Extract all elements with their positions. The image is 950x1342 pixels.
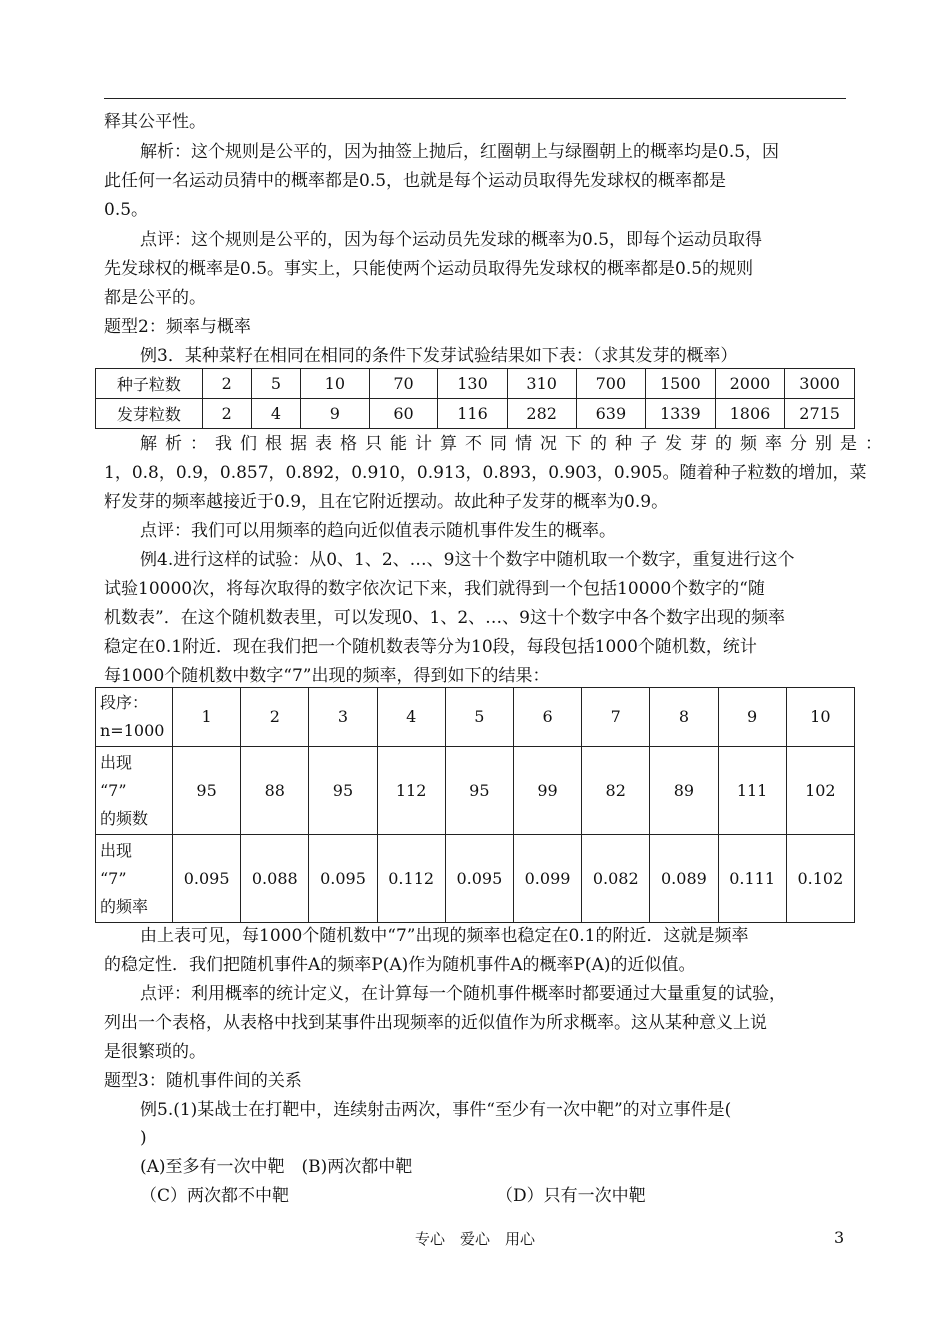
table-row: [96, 747, 855, 835]
table-cell: 0.095: [173, 835, 241, 923]
option-c: （C）两次都不中靶: [140, 1186, 290, 1206]
comment-line: 点评：我们可以用频率的趋向近似值表示随机事件发生的概率。: [140, 521, 616, 541]
table-cell: 2: [202, 399, 251, 429]
table-cell: 639: [576, 399, 645, 429]
table-cell: 4: [377, 688, 445, 747]
table-cell: 种子粒数: [96, 369, 203, 399]
table-cell: 5: [251, 369, 300, 399]
example-4-line: 机数表”．在这个随机数表里，可以发现0、1、2、…、9这十个数字中各个数字出现的频率: [104, 608, 785, 628]
comment-line: 点评：利用概率的统计定义，在计算每一个随机事件概率时都要通过大量重复的试验，: [140, 984, 786, 1004]
table-row: [96, 399, 855, 429]
example-4-line: 每1000个随机数中数字“7”出现的频率，得到如下的结果：: [104, 666, 550, 686]
example-3-prompt: 例3．某种菜籽在相同在相同的条件下发芽试验结果如下表：（求其发芽的概率）: [140, 346, 738, 366]
header-rule: [104, 98, 846, 99]
table-cell: 1: [173, 688, 241, 747]
page-footer: 专心 爱心 用心: [414, 1230, 535, 1248]
comment-line: 先发球权的概率是0.5。事实上，只能使两个运动员取得先发球权的概率都是0.5的规则: [104, 259, 754, 279]
example-4-line: 例4.进行这样的试验：从0、1、2、…、9这十个数字中随机取一个数字，重复进行这个: [140, 550, 795, 570]
table-cell: 0.112: [377, 835, 445, 923]
table-row: [96, 835, 855, 923]
option-a-b: (A)至多有一次中靶 (B)两次都中靶: [140, 1157, 413, 1177]
analysis-line: 由上表可见，每1000个随机数中“7”出现的频率也稳定在0.1的附近．这就是频率: [140, 926, 749, 946]
table-cell: 0.111: [718, 835, 786, 923]
table-cell: 0.102: [786, 835, 854, 923]
comment-line: 是很繁琐的。: [104, 1042, 206, 1062]
table-cell: 88: [241, 747, 309, 835]
paragraph-line: 释其公平性。: [104, 112, 206, 132]
table-cell: 10: [300, 369, 369, 399]
table-row: [96, 688, 855, 747]
table-cell: 1500: [645, 369, 715, 399]
table-cell: 3: [309, 688, 377, 747]
table-cell: 6: [513, 688, 581, 747]
table-cell: 112: [377, 747, 445, 835]
table-cell: 89: [650, 747, 718, 835]
table-cell: 95: [309, 747, 377, 835]
table-cell: 段序： n=1000: [96, 688, 173, 747]
table-cell: 130: [438, 369, 507, 399]
comment-line: 列出一个表格，从表格中找到某事件出现频率的近似值作为所求概率。这从某种意义上说: [104, 1013, 767, 1033]
table-cell: 2: [241, 688, 309, 747]
analysis-line: 的稳定性．我们把随机事件A的频率P(A)作为随机事件A的概率P(A)的近似值。: [104, 955, 696, 975]
comment-line: 都是公平的。: [104, 288, 206, 308]
section-heading: 题型2：频率与概率: [104, 317, 251, 337]
example-5-line: 例5.(1)某战士在打靶中，连续射击两次，事件“至少有一次中靶”的对立事件是(: [140, 1100, 732, 1120]
table-cell: 5: [445, 688, 513, 747]
table-cell: 95: [173, 747, 241, 835]
table-cell: 1806: [715, 399, 785, 429]
table-cell: 70: [369, 369, 438, 399]
table-cell: 282: [507, 399, 576, 429]
table-cell: 3000: [785, 369, 855, 399]
table-cell: 0.088: [241, 835, 309, 923]
table-cell: 0.095: [445, 835, 513, 923]
analysis-line: 1，0.8，0.9，0.857，0.892，0.910，0.913，0.893，0.903，0.905。随着种子粒数的增加，菜: [104, 463, 867, 483]
example-4-line: 试验10000次，将每次取得的数字依次记下来，我们就得到一个包括10000个数字的“随: [104, 579, 765, 599]
table-row: [96, 369, 855, 399]
table-cell: 9: [300, 399, 369, 429]
example-5-line: ): [140, 1128, 147, 1148]
table-cell: 99: [513, 747, 581, 835]
seed-germination-table: [95, 368, 855, 429]
page-number: 3: [834, 1228, 845, 1247]
table-cell: 0.082: [582, 835, 650, 923]
analysis-line: 0.5。: [104, 200, 149, 220]
table-cell: 0.089: [650, 835, 718, 923]
example-4-line: 稳定在0.1附近．现在我们把一个随机数表等分为10段，每段包括1000个随机数，统计: [104, 637, 757, 657]
random-digit-frequency-table: [95, 687, 855, 923]
table-cell: 310: [507, 369, 576, 399]
table-cell: 出现 “7” 的频数: [96, 747, 173, 835]
table-cell: 111: [718, 747, 786, 835]
table-cell: 0.099: [513, 835, 581, 923]
table-cell: 8: [650, 688, 718, 747]
analysis-line: 此任何一名运动员猜中的概率都是0.5，也就是每个运动员取得先发球权的概率都是: [104, 171, 727, 191]
table-cell: 7: [582, 688, 650, 747]
table-cell: 出现 “7” 的频率: [96, 835, 173, 923]
option-d: （D）只有一次中靶: [496, 1186, 646, 1206]
table-cell: 发芽粒数: [96, 399, 203, 429]
table-cell: 60: [369, 399, 438, 429]
analysis-line: 解析：这个规则是公平的，因为抽签上抛后，红圈朝上与绿圈朝上的概率均是0.5，因: [140, 142, 780, 162]
comment-line: 点评：这个规则是公平的，因为每个运动员先发球的概率为0.5，即每个运动员取得: [140, 230, 763, 250]
table-cell: 116: [438, 399, 507, 429]
section-heading: 题型3：随机事件间的关系: [104, 1071, 302, 1091]
table-cell: 2: [202, 369, 251, 399]
table-cell: 9: [718, 688, 786, 747]
table-cell: 10: [786, 688, 854, 747]
table-cell: 4: [251, 399, 300, 429]
analysis-line: 籽发芽的频率越接近于0.9，且在它附近摆动。故此种子发芽的概率为0.9。: [104, 492, 669, 512]
analysis-line: 解 析 ： 我 们 根 据 表 格 只 能 计 算 不 同 情 况 下 的 种 子 发 芽 的 频 率 分 别 是 ：: [140, 434, 882, 454]
table-cell: 82: [582, 747, 650, 835]
table-cell: 95: [445, 747, 513, 835]
table-cell: 2000: [715, 369, 785, 399]
table-cell: 102: [786, 747, 854, 835]
table-cell: 0.095: [309, 835, 377, 923]
table-cell: 2715: [785, 399, 855, 429]
table-cell: 1339: [645, 399, 715, 429]
table-cell: 700: [576, 369, 645, 399]
